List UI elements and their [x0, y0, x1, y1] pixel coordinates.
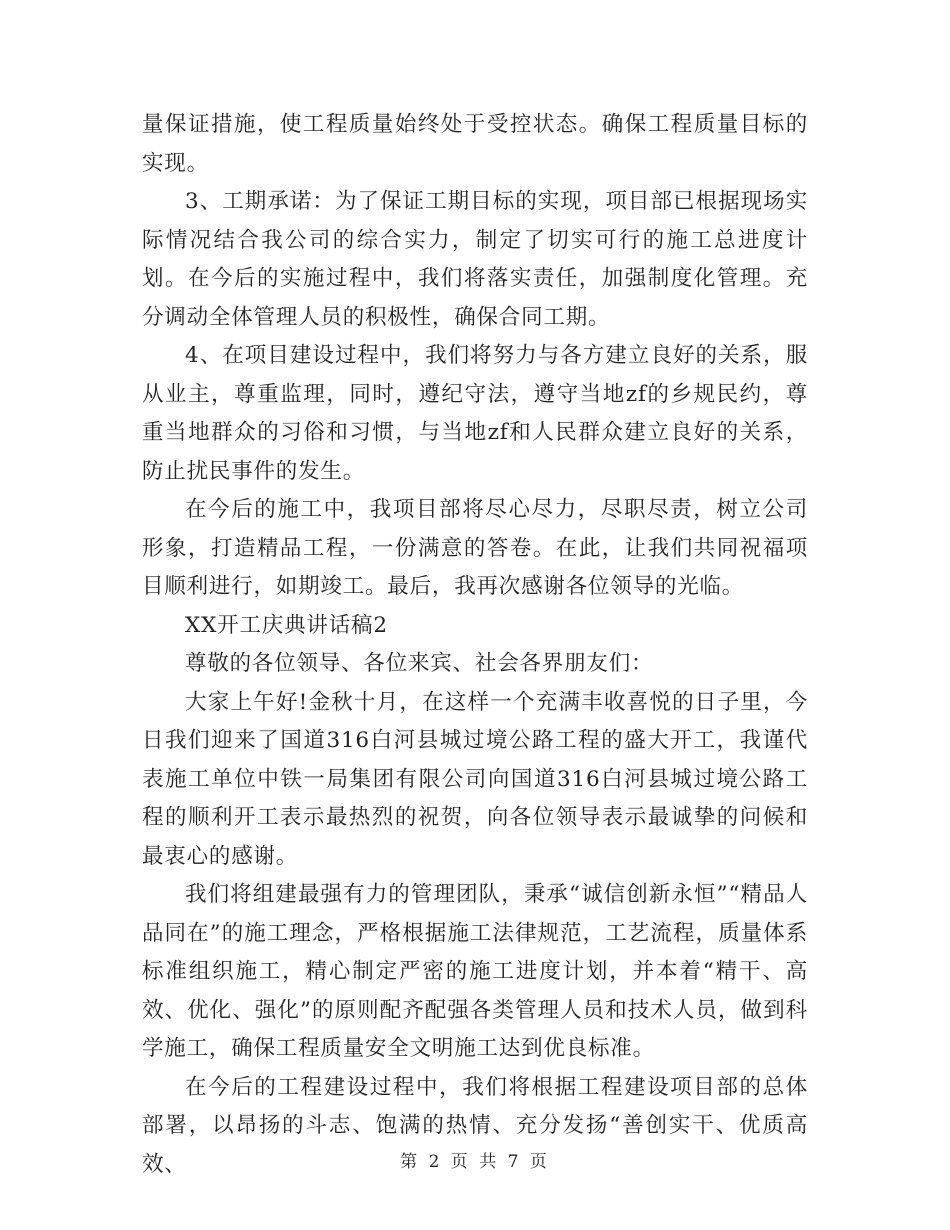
page-number-label: 第 2 页 共 7 页 [400, 1152, 550, 1172]
document-body [142, 106, 808, 1184]
salutation: 尊敬的各位领导、各位来宾、社会各界朋友们： [185, 651, 654, 676]
paragraph-2: 3、工期承诺：为了保证工期目标的实现，项目部已根据现场实际情况结合我公司的综合实力，制定了切实可行的施工总进度计划。在今后的实施过程中，我们将落实责任，加强制度化管理。充分调动全体管理人员的积极性，确保合同工期。 [142, 189, 808, 330]
paragraph-4: 在今后的施工中，我项目部将尽心尽力，尽职尽责，树立公司形象，打造精品工程，一份满意的答卷。在此，让我们共同祝福项目顺利进行，如期竣工。最后，我再次感谢各位领导的光临。 [142, 497, 808, 599]
paragraph-3: 4、在项目建设过程中，我们将努力与各方建立良好的关系，服从业主，尊重监理，同时，遵纪守法，遵守当地zf的乡规民约，尊重当地群众的习俗和习惯，与当地zf和人民群众建立良好的关系，防止扰民事件的发生。 [142, 343, 808, 484]
paragraph-1: 量保证措施，使工程质量始终处于受控状态。确保工程质量目标的实现。 [142, 112, 808, 176]
page-footer [0, 1150, 950, 1174]
paragraph-9: 在今后的工程建设过程中，我们将根据工程建设项目部的总体部署，以昂扬的斗志、饱满的热情、充分发扬“善创实干、优质高效、 [142, 1074, 808, 1177]
paragraph-8: 我们将组建最强有力的管理团队，秉承“诚信创新永恒”“精品人品同在”的施工理念，严格根据施工法律规范，工艺流程，质量体系标准组织施工，精心制定严密的施工进度计划，并本着“精干、高效、优化、强化”的原则配齐配强各类管理人员和技术人员，做到科学施工，确保工程质量安全文明施工达到优良标准。 [142, 882, 808, 1061]
paragraph-7: 大家上午好!金秋十月，在这样一个充满丰收喜悦的日子里，今日我们迎来了国道316白河县城过境公路工程的盛大开工，我谨代表施工单位中铁一局集团有限公司向国道316白河县城过境公路工程的顺利开工表示最热烈的祝贺，向各位领导表示最诚挚的问候和最衷心的感谢。 [142, 689, 808, 869]
section-heading: XX开工庆典讲话稿2 [185, 612, 388, 638]
